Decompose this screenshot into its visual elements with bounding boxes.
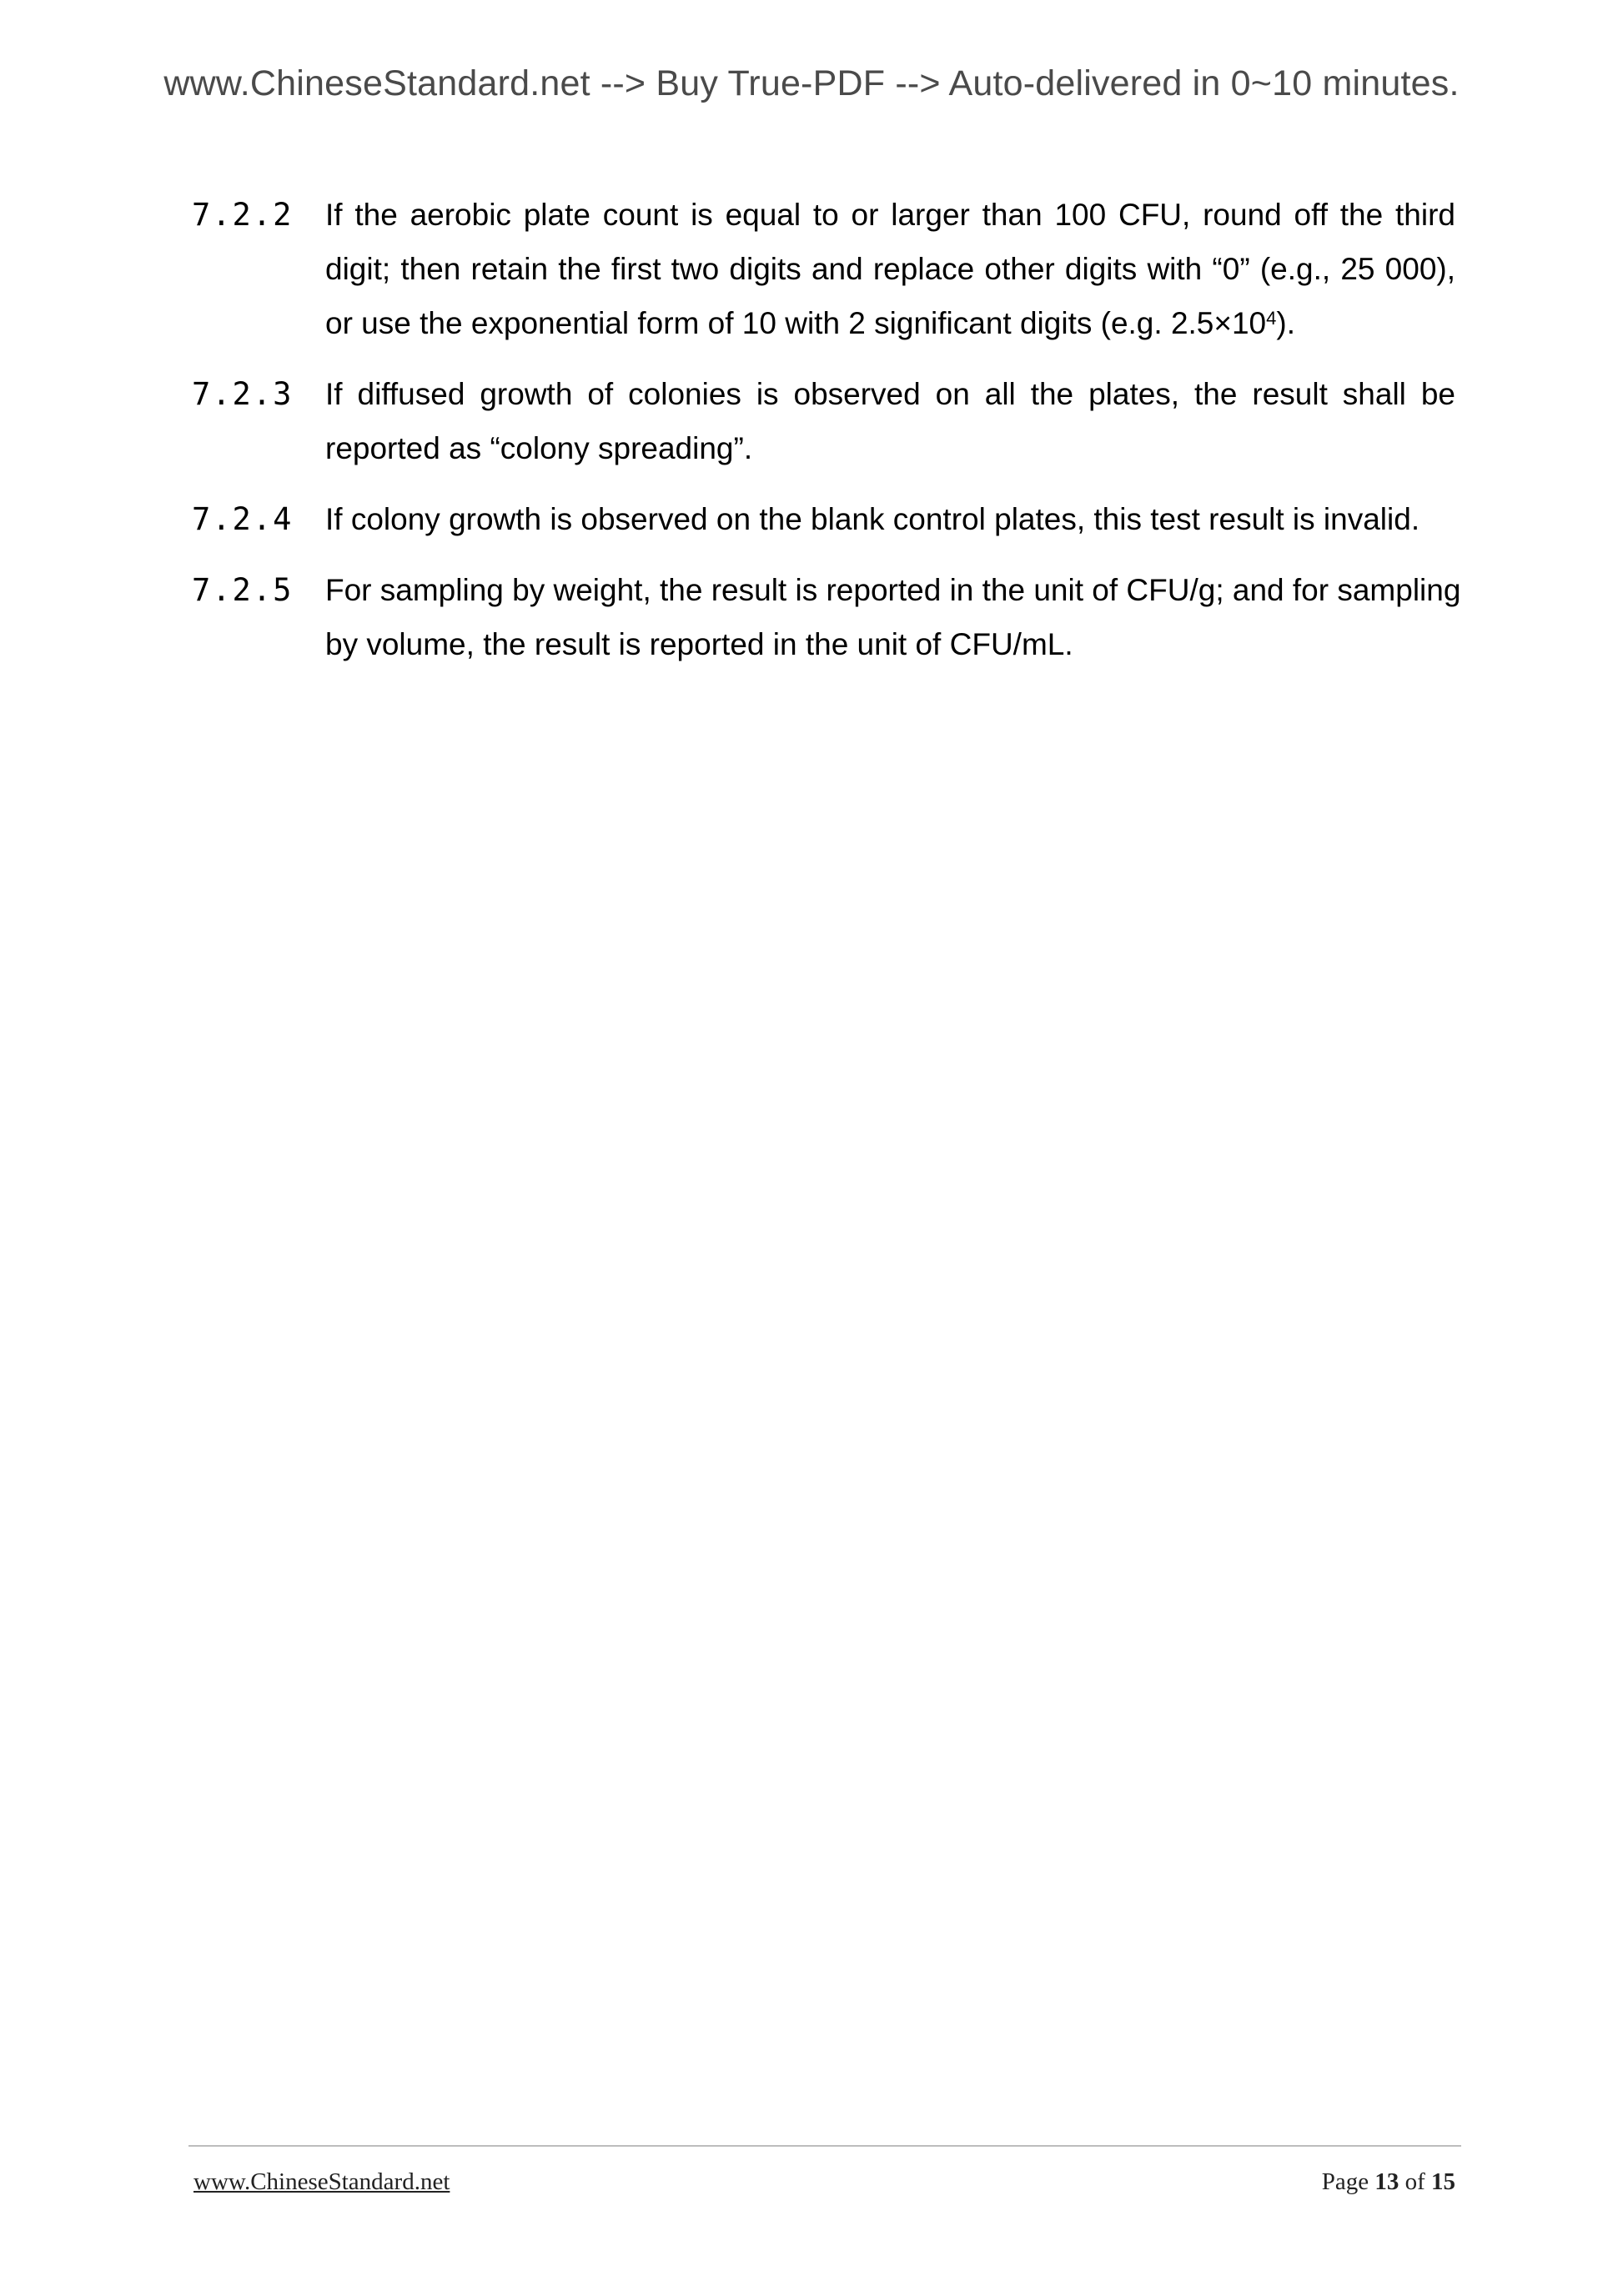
- exponent: 4: [1266, 308, 1277, 329]
- clause-line: If colony growth is observed on the blank control plates, this test result is invalid.: [325, 502, 1420, 536]
- clause-number: 7.2.4: [192, 501, 294, 537]
- clause-text: [325, 563, 1461, 671]
- header-banner: www.ChineseStandard.net --> Buy True-PDF --> Auto-delivered in 0~10 minutes.: [163, 63, 1460, 103]
- clause-line: [325, 296, 1455, 350]
- page-total: 15: [1431, 2168, 1455, 2195]
- page-prefix: Page: [1321, 2168, 1369, 2195]
- clause-number: 7.2.2: [192, 197, 294, 233]
- clause-line: If the aerobic plate count is equal to or larger than 100 CFU, round off the third: [325, 198, 1455, 232]
- clause-line: reported as “colony spreading”.: [325, 431, 753, 465]
- clause-line-part: ).: [1276, 306, 1295, 340]
- page-of: of: [1404, 2168, 1425, 2195]
- clause-line: digit; then retain the first two digits and replace other digits with “0” (e.g., 25 000),: [325, 252, 1455, 286]
- clause-text: [325, 188, 1455, 350]
- footer-page-number: [1322, 2168, 1455, 2196]
- footer-divider: [188, 2145, 1461, 2147]
- clause-line: by volume, the result is reported in the unit of CFU/mL.: [325, 627, 1073, 661]
- page-current: 13: [1374, 2168, 1399, 2195]
- clause-number: 7.2.3: [192, 376, 294, 412]
- clause-number: 7.2.5: [192, 572, 294, 608]
- clause-line-part: or use the exponential form of 10 with 2 significant digits (e.g. 2.5×10: [325, 306, 1267, 340]
- clause-text: [325, 367, 1455, 475]
- clause-line: For sampling by weight, the result is reported in the unit of CFU/g; and for sampling: [325, 573, 1461, 607]
- clause-line: If diffused growth of colonies is observed on all the plates, the result shall be: [325, 377, 1455, 411]
- footer-site-link[interactable]: www.ChineseStandard.net: [193, 2168, 450, 2195]
- clause-text: [325, 492, 1455, 546]
